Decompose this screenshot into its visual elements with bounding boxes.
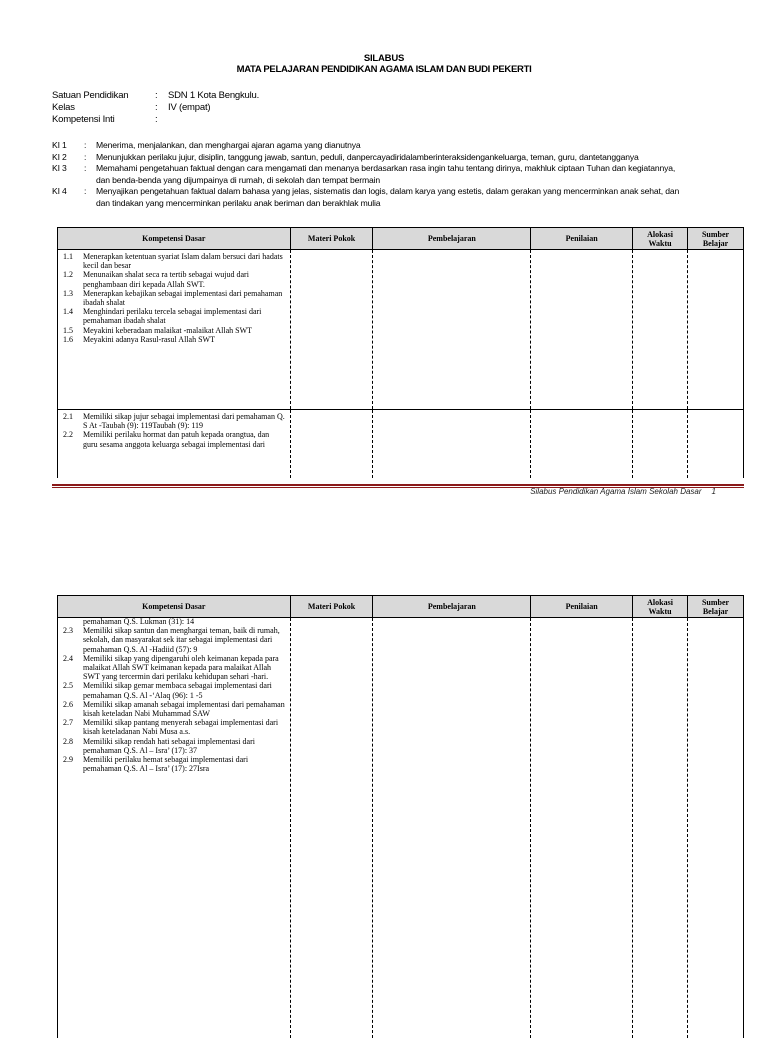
ki-code: KI 2	[52, 151, 67, 162]
kd-number: 1.1	[63, 252, 73, 261]
ki-item: KI 2 : Menunjukkan perilaku jujur, disiplin, tanggung jawab, santun, peduli, danpercayadiridalamberinteraksidengankeluarga, teman, guru, dantetangganya	[52, 152, 752, 164]
alokasi-cell	[633, 618, 688, 1038]
meta-value: SDN 1 Kota Bengkulu.	[168, 90, 260, 101]
kd-item	[60, 681, 286, 699]
kd-cell-page2	[58, 618, 291, 1038]
meta-row-satuan: Satuan Pendidikan : SDN 1 Kota Bengkulu.	[52, 90, 260, 101]
kd-item	[60, 737, 286, 755]
kd-text: Menunaikan shalat seca ra tertib sebagai wujud dari penghambaan diri kepada Allah SWT.	[83, 270, 249, 289]
kd-number: 1.4	[63, 307, 73, 317]
kd-text: Meyakini adanya Rasul-rasul Allah SWT	[83, 334, 215, 344]
kd-number: 2.5	[63, 681, 73, 691]
kd-item	[60, 307, 286, 325]
syllabus-table-page1	[57, 227, 744, 478]
ki-text: Memahami pengetahuan faktual dengan cara mengamati dan menanya berdasarkan rasa ingin tahu tentang dirinya, makhluk ciptaan Tuhan dan kegiatannya, dan benda-benda yang dijumpainya di rumah, di sekolah dan tempat bermain	[96, 163, 676, 185]
kd-item	[60, 430, 286, 448]
document-subtitle: MATA PELAJARAN PENDIDIKAN AGAMA ISLAM DAN BUDI PEKERTI	[236, 64, 532, 75]
kd-text: Menghindari perilaku tercela sebagai implementasi dari pemahaman ibadah shalat	[83, 307, 262, 326]
kd-text: Menerapkan kebajikan sebagai implementasi dari pemahaman ibadah shalat	[83, 288, 283, 308]
kd-cell-group1	[58, 250, 291, 410]
kd-text: Memiliki perilaku hemat sebagai implementasi dari pemahaman Q.S. Al – Isra’ (17): 27Isra	[83, 755, 249, 774]
kd-text: Memiliki sikap pantang menyerah sebagai implementasi dari kisah keteladanan Nabi Musa a.s.	[83, 718, 279, 737]
kd-text: Memiliki sikap santun dan menghargai teman, baik di rumah, sekolah, dan masyarakat sek itar sebagai implementasi dari pemahaman Q.S. Al -Hadiid (57): 9	[83, 626, 280, 654]
kd-number: 1.5	[63, 325, 73, 335]
footer-rule	[52, 484, 744, 486]
kd-number: 2.4	[63, 653, 73, 663]
ki-code: KI 3	[52, 163, 67, 173]
kd-item	[60, 626, 286, 654]
ki-code: KI 4	[52, 186, 67, 196]
kd-text: Memiliki sikap gemar membaca sebagai implementasi dari pemahaman Q.S. Al -‘Alaq (96): 1 -5	[83, 681, 272, 700]
kd-list	[58, 250, 290, 344]
materi-cell	[290, 618, 373, 1038]
kd-text: Memiliki sikap amanah sebagai implementasi dari pemahaman kisah keteladan Nabi Muhammad SAW	[83, 699, 285, 719]
header-alokasi-waktu: Alokasi Waktu	[633, 596, 688, 618]
ki-text: Menyajikan pengetahuan faktual dalam bahasa yang jelas, sistematis dan logis, dalam karya yang estetis, dalam gerakan yang mencerminkan anak sehat, dan dan tindakan yang mencerminkan perilaku anak beriman dan berakhlak mulia	[96, 186, 680, 208]
meta-label: Kompetensi Inti	[52, 114, 115, 125]
kd-item	[60, 755, 286, 773]
kd-number: 2.3	[63, 626, 73, 636]
header-penilaian: Penilaian	[531, 228, 633, 250]
header-kompetensi-dasar: Kompetensi Dasar	[58, 596, 291, 618]
footer-title: Silabus Pendidikan Agama Islam Sekolah Dasar	[530, 487, 702, 496]
kd-text: Memiliki sikap yang dipengaruhi oleh keimanan kepada para malaikat Allah SWT keimanan kepada para malaikat Allah SWT yang tercermin dari perilaku kehidupan sehari -hari.	[83, 653, 279, 682]
meta-label: Kelas	[52, 102, 75, 113]
kd-item	[60, 270, 286, 288]
page-number: 1	[711, 487, 716, 496]
sumber-cell	[688, 250, 744, 410]
header-sumber-belajar: Sumber Belajar	[688, 596, 744, 618]
sumber-cell	[688, 618, 744, 1038]
ki-list	[52, 140, 752, 209]
header-pembelajaran: Pembelajaran	[373, 596, 531, 618]
penilaian-cell	[531, 410, 633, 478]
kd-list	[58, 626, 290, 773]
header-materi-pokok: Materi Pokok	[290, 228, 373, 250]
sumber-cell	[688, 410, 744, 478]
kd-text: Meyakini keberadaan malaikat -malaikat Allah SWT	[83, 325, 253, 335]
header-pembelajaran: Pembelajaran	[373, 228, 531, 250]
kd-text: Memiliki sikap jujur sebagai implementasi dari pemahaman Q. S At -Taubah (9): 119Taubah (9): 119	[83, 412, 285, 431]
alokasi-cell	[633, 250, 688, 410]
kd-continuation: pemahaman Q.S. Lukman (31): 14	[83, 617, 195, 626]
meta-label: Satuan Pendidikan	[52, 90, 129, 101]
ki-text: Menerima, menjalankan, dan menghargai ajaran agama yang dianutnya	[96, 140, 361, 150]
meta-value: IV (empat)	[168, 102, 211, 113]
pembelajaran-cell	[373, 410, 531, 478]
ki-item: KI 1 : Menerima, menjalankan, dan menghargai ajaran agama yang dianutnya	[52, 140, 752, 152]
kd-item	[60, 700, 286, 718]
kd-text: Memiliki sikap rendah hati sebagai implementasi dari pemahaman Q.S. Al – Isra’ (17): 37	[83, 736, 255, 755]
kd-item	[60, 289, 286, 307]
kd-number: 1.6	[63, 334, 73, 344]
kd-item	[60, 252, 286, 270]
kd-number: 1.3	[63, 288, 73, 298]
syllabus-table-page2	[57, 595, 744, 1038]
kd-cell-group2	[58, 410, 291, 478]
kd-number: 2.6	[63, 699, 73, 709]
alokasi-cell	[633, 410, 688, 478]
kd-text: Menerapkan ketentuan syariat Islam dalam bersuci dari hadats kecil dan besar	[83, 252, 283, 271]
kd-text: Memiliki perilaku hormat dan patuh kepada orangtua, dan guru sesama anggota keluarga sebagai implementasi dari	[83, 430, 270, 449]
kd-item	[60, 335, 286, 344]
page-footer	[530, 487, 716, 496]
materi-cell	[290, 250, 373, 410]
ki-item: KI 4 : Menyajikan pengetahuan faktual dalam bahasa yang jelas, sistematis dan logis, dalam karya yang estetis, dalam gerakan yang mencerminkan anak sehat, dan dan tindakan yang mencerminkan perilaku anak beriman dan berakhlak mulia	[52, 186, 752, 209]
header-alokasi-waktu: Alokasi Waktu	[633, 228, 688, 250]
pembelajaran-cell	[373, 618, 531, 1038]
kd-item	[60, 654, 286, 682]
kd-item	[60, 718, 286, 736]
kd-number: 2.7	[63, 718, 73, 728]
ki-code: KI 1	[52, 140, 67, 150]
kd-number: 2.9	[63, 755, 73, 765]
meta-row-kompetensi-inti: Kompetensi Inti :	[52, 114, 158, 125]
kd-item	[60, 412, 286, 430]
header-sumber-belajar: Sumber Belajar	[688, 228, 744, 250]
header-kompetensi-dasar: Kompetensi Dasar	[58, 228, 291, 250]
materi-cell	[290, 410, 373, 478]
document-title: SILABUS	[363, 53, 405, 64]
kd-item	[60, 326, 286, 335]
kd-number: 2.1	[63, 412, 73, 421]
ki-text: Menunjukkan perilaku jujur, disiplin, tanggung jawab, santun, peduli, danpercayadiridalamberinteraksidengankeluarga, teman, guru, dantetangganya	[96, 151, 639, 162]
kd-list	[58, 410, 290, 449]
header-materi-pokok: Materi Pokok	[290, 596, 373, 618]
header-penilaian: Penilaian	[531, 596, 633, 618]
kd-number: 1.2	[63, 270, 73, 280]
penilaian-cell	[531, 618, 633, 1038]
kd-number: 2.2	[63, 430, 73, 440]
penilaian-cell	[531, 250, 633, 410]
pembelajaran-cell	[373, 250, 531, 410]
meta-row-kelas: Kelas : IV (empat)	[52, 102, 211, 113]
ki-item: KI 3 : Memahami pengetahuan faktual dengan cara mengamati dan menanya berdasarkan rasa ingin tahu tentang dirinya, makhluk ciptaan Tuhan dan kegiatannya, dan benda-benda yang dijumpainya di rumah, di sekolah dan tempat bermain	[52, 163, 752, 186]
kd-number: 2.8	[63, 736, 73, 746]
